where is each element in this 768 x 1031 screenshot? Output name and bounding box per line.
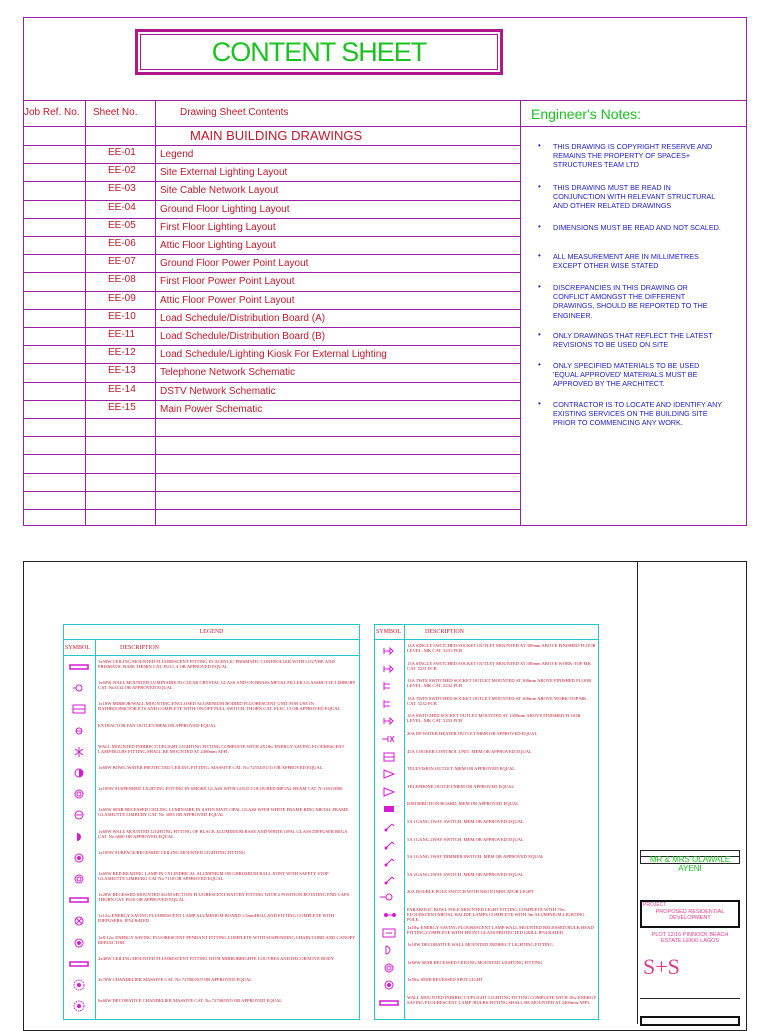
- legend-description: 5A 1GANG 1WAY DIMMER SWITCH. MEM OR APPROVED EQUAL: [407, 854, 544, 859]
- legend-description: 15A SWITCHED SOCKET OUTLET MOUNTED AT 1500mm ABOVE FINISHED FLOOR LEVEL. MK CAT. 5233 PCB: [407, 713, 581, 724]
- divider: [63, 655, 360, 656]
- note-bullet: •: [538, 182, 541, 191]
- filled-circle-icon: [68, 936, 90, 948]
- sheet-number: EE-03: [108, 183, 136, 194]
- sheet-number: EE-09: [108, 293, 136, 304]
- note-bullet: •: [538, 251, 541, 260]
- engineer-notes-title: Engineer's Notes:: [531, 106, 642, 122]
- legend-title: LEGEND: [199, 629, 224, 635]
- note-bullet: •: [538, 282, 541, 291]
- d-shape-icon: [68, 830, 90, 842]
- legend-right-symbol-header: SYMBOL: [376, 629, 402, 635]
- legend-description: 1x60W SEMI-RECESSED CEILING LUMINAIRE IN SATIN MATT OPAL GLASS WITH WHITE FRAME RING METAL FRAME. GLASHUTTE LIMBURY CAT. No 3083 OR APPROVED EQUAL: [98, 807, 350, 818]
- row-divider: [23, 363, 520, 364]
- row-divider: [23, 418, 520, 419]
- sheet-number: EE-14: [108, 384, 136, 395]
- legend-description: 1x18W MIRROR/WALL MOUNTING ENCLOSED ALUMINIUM BODIED FLUORESCENT UNIT FOR USE IN BATHROOMS/TOILETS AND COMPLETE WITH ON/OFF PULL SWITCH. THORN CAT. FLEC 13 OR APPROVED EQUAL: [98, 701, 341, 712]
- legend-description: 2x40W CEILING MOUNTED FLUORESCENT FITTING WITH MIRROBRIGHTE LOUVRES AND DECORATIVE BODY: [98, 956, 335, 961]
- legend-description: EXTRACTOR FAN OUTLET/MEM OR APPROVED EQUAL: [98, 723, 217, 728]
- legend-description: TELEVISION OUTLET. MEM OR APPROVED EQUAL: [407, 766, 516, 771]
- legend-description: 5A 1GANG 1WAY SWITCH. MEM OR APPROVED EQUAL: [407, 819, 524, 824]
- legend-description: WALL MOUNTED INDIRECT/UPLIGHT LIGHTING FITTING COMPLETE WITH 2X18w ENERGY SAVING FLOURESCENT LAMP/BULBS FITTING,SHALL BE MOUNTED AT 2400mm AFFL: [98, 744, 345, 755]
- filled-circle-icon: [68, 851, 90, 863]
- client-name: MR & MRS OLAWALE AYENI: [649, 855, 731, 873]
- legend-description: 6x60W DECORATIVE CHANDELIER MASSIVE CAT. No 72708/05/9 OR APPROVED EQUAL: [98, 998, 283, 1003]
- legend-description: 45A COOKER CONTROL UNIT. MEM OR APPROVED EQUAL: [407, 749, 532, 754]
- bar-icon: [68, 893, 90, 905]
- project-name: PROPOSED RESIDENTIAL DEVELOPMENT: [655, 909, 725, 921]
- note-bullet: •: [538, 330, 541, 339]
- ring-icon: [68, 872, 90, 884]
- tv-icon: [378, 767, 400, 779]
- tel-icon: [378, 785, 400, 797]
- engineer-note: CONTRACTOR IS TO LOCATE AND IDENTIFY ANY EXISTING SERVICES ON THE BUILDING SITE PRIOR TO COMMENCING ANY WORK.: [553, 400, 722, 428]
- header-job-ref: Job Ref. No.: [24, 107, 80, 118]
- sheet-number: EE-02: [108, 165, 136, 176]
- header-sheet-no: Sheet No.: [93, 107, 138, 118]
- engineer-note: THIS DRAWING MUST BE READ IN CONJUNCTION WITH RELEVANT STRUCTURAL AND OTHER RELATED DRAWINGS: [553, 183, 715, 211]
- legend-description: 1x58W CEILING MOUNTED FLUORESCENT FITTING IN ACRYLIC PRISMATIC CONTROLLER WITH LOUVRE AND PRISMATIC BASE THORN CAT. FULL 4 OR APPROVED EQUAL: [98, 659, 335, 670]
- drawing-number-frame: [640, 1016, 740, 1026]
- filled-circle-icon: [378, 978, 400, 990]
- header-contents: Drawing Sheet Contents: [180, 107, 289, 118]
- legend-description: 1x60W BOWL/WATER PROTECTED CEILING FITTING. MASSIVE CAT. No 72554/01/31 OR APPROVED EQUAL: [98, 765, 323, 770]
- sheet-number: EE-15: [108, 402, 136, 413]
- sheet-title: Attic Floor Power Point Layout: [160, 295, 295, 306]
- heater-icon: [378, 732, 400, 744]
- row-divider: [23, 272, 520, 273]
- circle-minus-icon: [68, 808, 90, 820]
- legend-description: 1x50w SEMI RECESSED SPOT LIGHT: [407, 977, 483, 982]
- sheet-title: First Floor Power Point Layout: [160, 276, 295, 287]
- sheet-title: DSTV Network Schematic: [160, 386, 276, 397]
- sheet-number: EE-04: [108, 202, 136, 213]
- deco-icon: [378, 943, 400, 955]
- note-bullet: •: [538, 141, 541, 150]
- divider: [63, 639, 360, 640]
- row-divider: [23, 163, 520, 164]
- legend-description: 13A TWIN SWITCHED SOCKET OUTLET MOUNTED AT 300mm ABOVE FINISHED FLOOR LEVEL. MK CAT. 5232 PCB: [407, 678, 592, 689]
- twin-socket-icon: [378, 679, 400, 691]
- cooker-icon: [378, 750, 400, 762]
- row-divider: [23, 473, 520, 474]
- divider: [637, 561, 638, 1024]
- legend-description: 1x60W WALL MOUNTED LUMINAIRE IN CLEAR CRYSTAL GLASS AND ON BRASS METAL FILLER GLASSHUTTE LIMBURY CAT. No3132 OR APPROVED EQUAL: [98, 680, 356, 691]
- switch-icon: [378, 873, 400, 885]
- sheet-title: Legend: [160, 149, 194, 160]
- sheet-number: EE-06: [108, 238, 136, 249]
- content-sheet-title: CONTENT SHEET: [211, 36, 427, 67]
- divider: [520, 126, 747, 127]
- switch-icon: [378, 820, 400, 832]
- row-divider: [23, 181, 520, 182]
- sheet-title: Main Power Schematic: [160, 404, 263, 415]
- legend-description: 13A SINGLE SWITCHED SOCKET OUTLET MOUNTED AT 300mm ABOVE WORK-TOP MK CAT. 5231 PCB: [407, 661, 591, 672]
- uplight-icon: [68, 745, 90, 757]
- pole-icon: [378, 890, 400, 902]
- engineer-note: ALL MEASUREMENT ARE IN MILLIMETRES EXCEPT OTHER WISE STATED: [553, 252, 699, 271]
- sheet-title: Ground Floor Lighting Layout: [160, 204, 290, 215]
- legend-description: 1x12w ENERGY SAVING FLUORESCENT LAMP ALUMINIUM BOARD 1.5mmHOLLAND FITTING COMPLETE WITH DIFFUSERS, IP54 RATED: [98, 913, 335, 924]
- ring-icon: [378, 961, 400, 973]
- sheet-number: EE-07: [108, 256, 136, 267]
- divider: [23, 100, 747, 101]
- row-divider: [23, 145, 520, 146]
- note-bullet: •: [538, 399, 541, 408]
- fan-icon: [68, 724, 90, 736]
- row-divider: [23, 400, 520, 401]
- legend-description: 3x70W CHANDELIER MASSIVE CAT. No 72708/05/9 OR APPROVED EQUAL: [98, 977, 253, 982]
- legend-description: TELEPHONE OUTLET/MEM OR APPROVED EQUAL: [407, 784, 515, 789]
- sheet-number: EE-11: [108, 329, 136, 340]
- row-divider: [23, 254, 520, 255]
- legend-right-description-header: DESCRIPTION: [425, 629, 465, 635]
- project-label: PROJECT: [643, 902, 667, 908]
- circle-dot-icon: [68, 681, 90, 693]
- row-divider: [23, 509, 520, 510]
- legend-description: 1x18w ENERGY SAVING FLOURESCENT LAMP WALL MOUNTED RECESSED BULK HEAD FITTING,COMPLETE WITH FRONT GLASS PROTECTED GRILL IP54 RATED: [407, 925, 594, 936]
- sheet-title: Telephone Network Schematic: [160, 367, 296, 378]
- sheet-title: Ground Floor Power Point Layout: [160, 258, 309, 269]
- sheet-number: EE-13: [108, 365, 136, 376]
- section-title: MAIN BUILDING DRAWINGS: [190, 128, 363, 143]
- legend-description: 1x60W SEMI RECESSED CEILING MOUNTED LIGHTING FITTING: [407, 960, 543, 965]
- sheet-title: First Floor Lighting Layout: [160, 222, 276, 233]
- row-divider: [23, 345, 520, 346]
- legend-description: 1x100W SURFACE/RECESSED CEILING MOUNTED LIGHTING FITTING: [98, 850, 246, 855]
- bulkhead-icon: [378, 926, 400, 938]
- legend-description: PARABOLIC BOWL POLE MOUNTED LIGHT FITTING COMPLETE WITH 70w FLOURSCENT/METAL HALIDE LAMPS COMPLETE WITH 3m ALUMINIUM LIGHTING POLE.: [407, 907, 585, 923]
- socket-icon: [378, 662, 400, 674]
- divider: [404, 624, 405, 1020]
- legend-description: 5A 2GANG 2WAY SWITCH. MEM OR APPROVED EQUAL: [407, 872, 524, 877]
- row-divider: [23, 218, 520, 219]
- company-logo: S+S: [643, 954, 680, 979]
- legend-description: 1x60W BED READING LAMP IN CYLINDRICAL ALUMINIUM OR CHROMIUM BALL JOINT WITH SAFETY STOP GLASHUTTE LIMBURG CAT No 7118 OR APPROVED EQUAL: [98, 871, 329, 882]
- engineer-note: ONLY SPECIFIED MATERIALS TO BE USED 'EQUAL APPROVED' MATERIALS MUST BE APPROVED BY THE ARCHITECT.: [553, 361, 700, 389]
- sheet-title: Load Schedule/Lighting Kiosk For External Lighting: [160, 349, 387, 360]
- sheet-title: Attic Floor Lighting Layout: [160, 240, 276, 251]
- sheet-number: EE-01: [108, 147, 136, 158]
- legend-description: DISTRIBUTION BOARD. MEM OR APPROVED EQUAL: [407, 801, 520, 806]
- row-divider: [23, 436, 520, 437]
- sheet-number: EE-08: [108, 274, 136, 285]
- sheet-number: EE-10: [108, 311, 136, 322]
- bar-icon: [68, 957, 90, 969]
- legend-description: 1x100W SUSPENDED LIGHTING FITTING IN SMOKE GLASS WITH GOLD COLOURED METAL BEAM CAT. N-1163.0000: [98, 786, 343, 791]
- sheet-title: Site External Lighting Layout: [160, 167, 288, 178]
- sheet-title: Site Cable Network Layout: [160, 185, 279, 196]
- legend-description: 1x18W DECORATIVE WALL MOUNTED INDIRECT LIGHTING FITTING: [407, 942, 553, 947]
- legend-left-description-header: DESCRIPTION: [120, 645, 160, 651]
- row-divider: [23, 236, 520, 237]
- legend-description: 13A SINGLE SWITCHED SOCKET OUTLET MOUNTED AT 300mm ABOVE FINISHED FLOOR LEVEL. MK CAT. 5231 PCB: [407, 643, 596, 654]
- legend-description: 1x8/12w ENERGY SAVING FLUORESCENT PENDANT FITTING COMPLETE WITH SUSPENDING CHAIN/CORD AND CANOPY REFLECTOR.: [98, 935, 356, 946]
- legend-description: 1x20W RECESSED MOUNTED SLIM SECTION FLUORESCENT BATTEN FITTING WITH 2 POSITION ROTATING END CAPS THORN CAT. FS10 OR APPROVED EQUAL: [98, 892, 350, 903]
- sheet-title: Load Schedule/Distribution Board (B): [160, 331, 326, 342]
- legend-description: 13A TWIN SWITCHED SOCKET OUTLET MOUNTED AT 300mm ABOVE WORK-TOP MK CAT. 5232 PCB: [407, 696, 587, 707]
- db-icon: [378, 802, 400, 814]
- chandelier-icon: [68, 999, 90, 1011]
- socket-icon: [378, 714, 400, 726]
- sheet-number: EE-05: [108, 220, 136, 231]
- row-divider: [23, 382, 520, 383]
- row-divider: [23, 491, 520, 492]
- row-divider: [23, 327, 520, 328]
- engineer-note: THIS DRAWING IS COPYRIGHT RESERVE AND REMAINS THE PROPERTY OF SPACES+ STRUCTURES TEAM LTD: [553, 142, 713, 170]
- engineer-note: DIMENSIONS MUST BE READ AND NOT SCALED.: [553, 223, 721, 232]
- divider: [374, 639, 599, 640]
- chandelier-icon: [68, 978, 90, 990]
- row-divider: [23, 454, 520, 455]
- legend-description: WALL MOUNTED INDIRECT/UPLIGHT LIGHTING FITTING COMPLETE WITH 18w ENERGY SAVING FLOURESCENT LAMP /BULBS FITTING,SHALL BE MOUNTED AT 2400mm AFFL: [407, 995, 597, 1006]
- switch-icon: [378, 855, 400, 867]
- mirror-icon: [68, 702, 90, 714]
- row-divider: [23, 200, 520, 201]
- bar-icon: [378, 996, 400, 1008]
- divider: [95, 639, 96, 1020]
- legend-description: 20A DP WATER HEATER OUTLET/MEM OR APPROVED EQUAL: [407, 731, 538, 736]
- row-divider: [23, 309, 520, 310]
- engineer-note: ONLY DRAWINGS THAT REFLECT THE LATEST REVISIONS TO BE USED ON SITE: [553, 331, 713, 350]
- sheet-number: EE-12: [108, 347, 136, 358]
- note-bullet: •: [538, 222, 541, 231]
- note-bullet: •: [538, 360, 541, 369]
- butterfly-icon: [68, 914, 90, 926]
- switch-icon: [378, 838, 400, 850]
- row-divider: [23, 291, 520, 292]
- divider: [520, 100, 521, 526]
- ring-icon: [68, 787, 90, 799]
- sheet-title: Load Schedule/Distribution Board (A): [160, 313, 326, 324]
- legend-description: 20A DOUBLE POLE SWITCH WITH NEON INDICATOR LIGHT: [407, 889, 534, 894]
- legend-left-symbol-header: SYMBOL: [65, 645, 91, 651]
- twin-socket-icon: [378, 697, 400, 709]
- divider: [23, 126, 520, 127]
- bollard-icon: [378, 908, 400, 920]
- project-address: PLOT 12/16 PINNOCK BEACH ESTATE LEKKI LAGOS: [651, 932, 729, 944]
- bar-icon: [68, 660, 90, 672]
- legend-description: 1x60W WALL MOUNTED LIGHTING FITTING OF BLACK ALUMINIUM BASE AND WHITE OPAL GLASS DIFFUSER REGA CAT. No 6600 OR APPROVED EQUAL: [98, 829, 348, 840]
- socket-icon: [378, 644, 400, 656]
- half-circle-icon: [68, 766, 90, 778]
- engineer-note: DISCREPANCIES IN THIS DRAWING OR CONFLICT AMONGST THE DIFFERENT DRAWINGS, SHOULD BE REPORTED TO THE ENGINEER.: [553, 283, 708, 320]
- legend-description: 5A 1GANG 2WAY SWITCH. MEM OR APPROVED EQUAL: [407, 837, 524, 842]
